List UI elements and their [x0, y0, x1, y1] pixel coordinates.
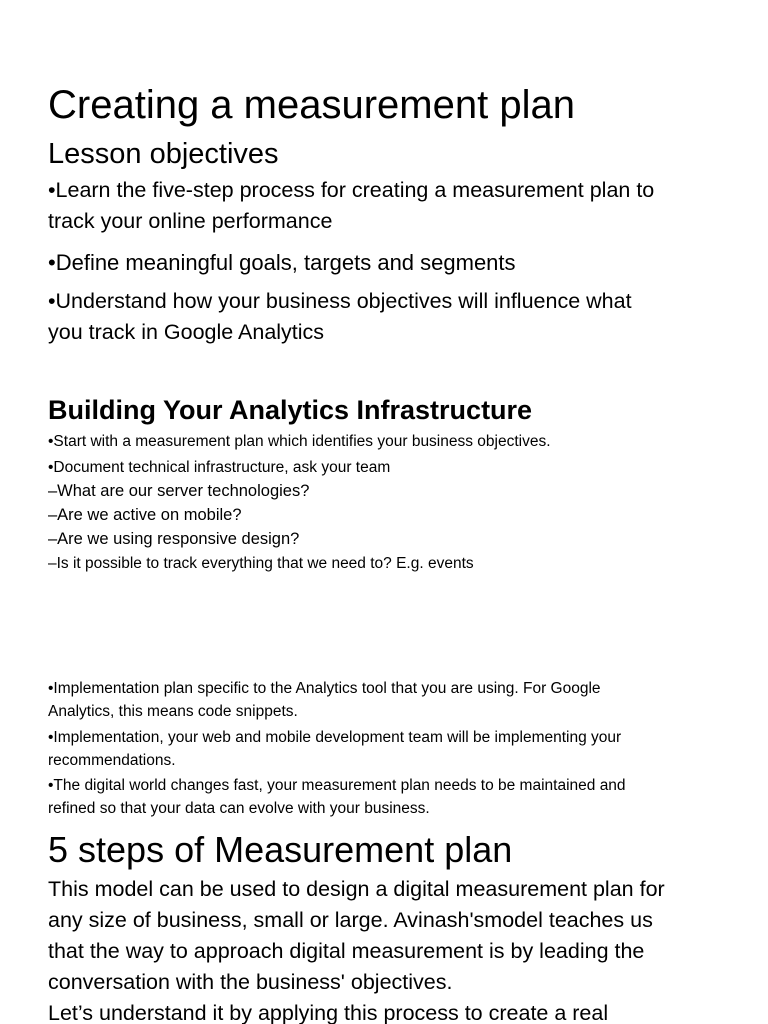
implementation-bullet-3-line-1: •The digital world changes fast, your measurement plan needs to be maintained and: [48, 777, 626, 794]
infrastructure-question-2: –Are we active on mobile?: [48, 506, 242, 524]
objective-1-line-1: •Learn the five-step process for creating a measurement plan to: [48, 178, 655, 202]
implementation-bullet-2-line-2: recommendations.: [48, 752, 176, 769]
steps-paragraph-line-5: Let’s understand it by applying this process to create a real: [48, 1001, 609, 1024]
steps-paragraph-line-3: that the way to approach digital measurement is by leading the: [48, 939, 645, 963]
steps-paragraph-line-2: any size of business, small or large. Avinash'smodel teaches us: [48, 908, 653, 932]
infrastructure-question-3: –Are we using responsive design?: [48, 530, 300, 548]
implementation-bullet-3-line-2: refined so that your data can evolve with your business.: [48, 800, 430, 817]
objective-2: •Define meaningful goals, targets and segments: [48, 250, 516, 275]
infrastructure-bullet-1: •Start with a measurement plan which identifies your business objectives.: [48, 433, 551, 450]
infrastructure-heading: Building Your Analytics Infrastructure: [48, 395, 533, 425]
lesson-objectives-heading: Lesson objectives: [48, 138, 279, 170]
objective-1-line-2: track your online performance: [48, 209, 333, 233]
infrastructure-bullet-2: •Document technical infrastructure, ask your team: [48, 459, 391, 476]
implementation-bullet-1-line-2: Analytics, this means code snippets.: [48, 703, 298, 720]
infrastructure-question-1: –What are our server technologies?: [48, 482, 310, 500]
implementation-bullet-2-line-1: •Implementation, your web and mobile development team will be implementing your: [48, 729, 622, 746]
steps-heading: 5 steps of Measurement plan: [48, 829, 513, 870]
steps-paragraph-line-1: This model can be used to design a digital measurement plan for: [48, 877, 665, 901]
infrastructure-question-4: –Is it possible to track everything that we need to? E.g. events: [48, 555, 474, 572]
steps-paragraph-line-4: conversation with the business' objectives.: [48, 970, 453, 994]
implementation-bullet-1-line-1: •Implementation plan specific to the Analytics tool that you are using. For Google: [48, 680, 601, 697]
objective-3-line-2: you track in Google Analytics: [48, 320, 325, 344]
objective-3-line-1: •Understand how your business objectives will influence what: [48, 289, 632, 313]
page-title: Creating a measurement plan: [48, 83, 575, 127]
